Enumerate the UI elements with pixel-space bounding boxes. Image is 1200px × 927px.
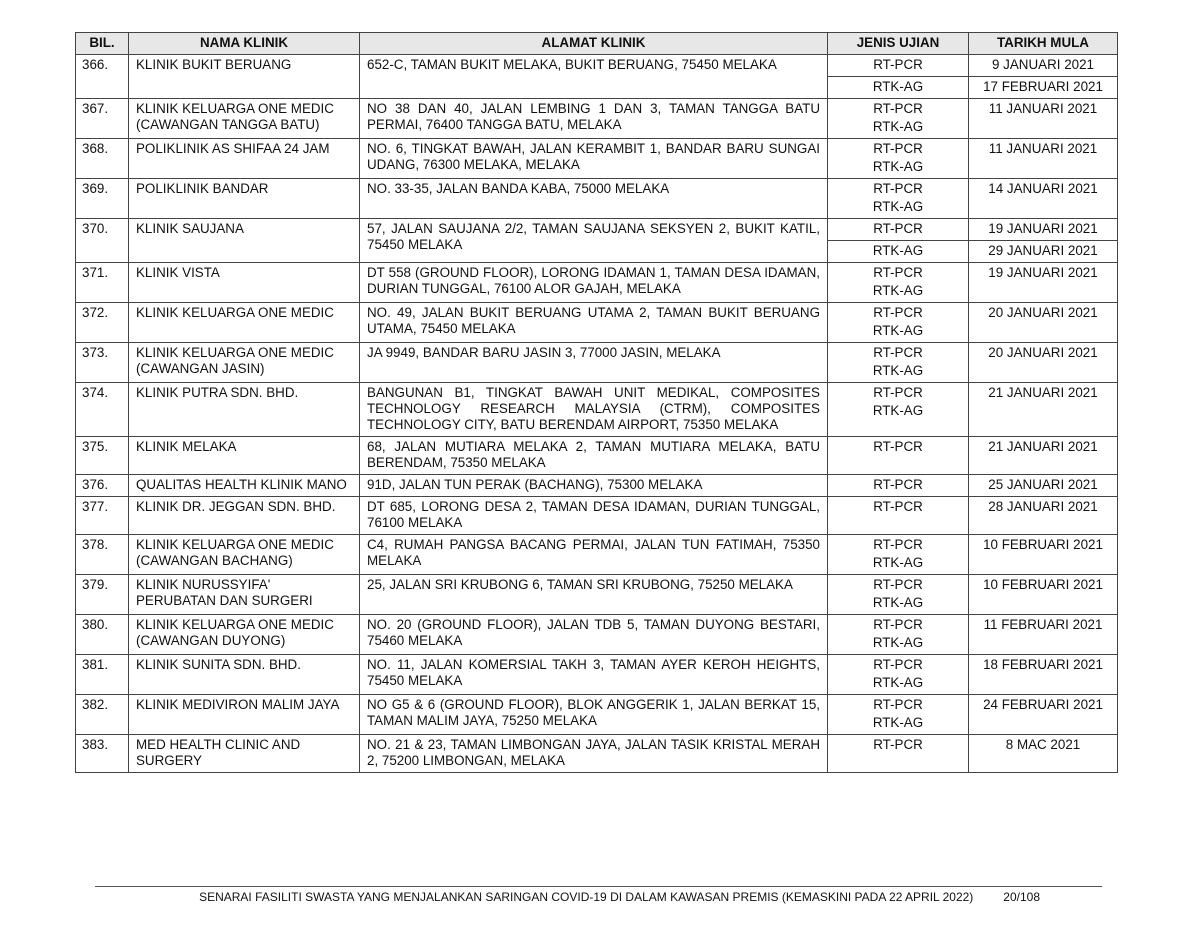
row-number: 366. <box>76 55 129 99</box>
test-type: RT-PCR <box>873 617 923 632</box>
start-date: 19 JANUARI 2021 <box>969 219 1118 241</box>
start-date: 8 MAC 2021 <box>969 735 1118 773</box>
test-type: RTK-AG <box>872 119 924 134</box>
start-date: 17 FEBRUARI 2021 <box>969 77 1118 99</box>
header-nama-klinik: NAMA KLINIK <box>129 33 360 55</box>
table-row <box>76 615 1118 655</box>
table-row <box>76 55 1118 77</box>
test-type: RTK-AG <box>872 159 924 174</box>
clinic-address: 91D, JALAN TUN PERAK (BACHANG), 75300 MELAKA <box>360 475 828 497</box>
table-row <box>76 99 1118 139</box>
test-type: RTK-AG <box>872 323 924 338</box>
test-type: RTK-AG <box>828 241 969 263</box>
test-types <box>828 655 969 695</box>
test-types <box>828 695 969 735</box>
table-row <box>76 219 1118 241</box>
table-row <box>76 535 1118 575</box>
row-number: 369. <box>76 179 129 219</box>
clinic-name: KLINIK KELUARGA ONE MEDIC (CAWANGAN BACHANG) <box>129 535 360 575</box>
table-header-row <box>76 33 1118 55</box>
clinic-address: NO. 21 & 23, TAMAN LIMBONGAN JAYA, JALAN TASIK KRISTAL MERAH 2, 75200 LIMBONGAN, MELAKA <box>360 735 828 773</box>
table-row <box>76 303 1118 343</box>
start-date: 25 JANUARI 2021 <box>969 475 1118 497</box>
table-row <box>76 437 1118 475</box>
test-type: RT-PCR <box>828 55 969 77</box>
clinic-name: POLIKLINIK BANDAR <box>129 179 360 219</box>
test-type: RT-PCR <box>873 657 923 672</box>
row-number: 372. <box>76 303 129 343</box>
test-types <box>828 497 969 535</box>
start-date: 24 FEBRUARI 2021 <box>969 695 1118 735</box>
clinic-address: NO. 11, JALAN KOMERSIAL TAKH 3, TAMAN AYER KEROH HEIGHTS, 75450 MELAKA <box>360 655 828 695</box>
clinic-name: KLINIK SAUJANA <box>129 219 360 263</box>
page-number: 20/108 <box>1003 890 1040 904</box>
table-row <box>76 179 1118 219</box>
row-number: 376. <box>76 475 129 497</box>
test-types <box>828 139 969 179</box>
start-date: 18 FEBRUARI 2021 <box>969 655 1118 695</box>
header-tarikh-mula: TARIKH MULA <box>969 33 1118 55</box>
start-date: 10 FEBRUARI 2021 <box>969 535 1118 575</box>
test-type: RTK-AG <box>872 715 924 730</box>
table-row <box>76 575 1118 615</box>
clinic-name: KLINIK DR. JEGGAN SDN. BHD. <box>129 497 360 535</box>
clinic-name: KLINIK MELAKA <box>129 437 360 475</box>
test-type: RTK-AG <box>872 363 924 378</box>
test-type: RT-PCR <box>873 537 923 552</box>
table-row <box>76 343 1118 383</box>
clinic-name: KLINIK PUTRA SDN. BHD. <box>129 383 360 437</box>
clinic-address: NO. 20 (GROUND FLOOR), JALAN TDB 5, TAMAN DUYONG BESTARI, 75460 MELAKA <box>360 615 828 655</box>
clinic-address: JA 9949, BANDAR BARU JASIN 3, 77000 JASIN, MELAKA <box>360 343 828 383</box>
clinic-name: KLINIK VISTA <box>129 263 360 303</box>
clinic-name: KLINIK KELUARGA ONE MEDIC (CAWANGAN DUYONG) <box>129 615 360 655</box>
clinic-name: QUALITAS HEALTH KLINIK MANO <box>129 475 360 497</box>
page-footer <box>95 890 1040 904</box>
row-number: 370. <box>76 219 129 263</box>
row-number: 379. <box>76 575 129 615</box>
clinic-address: 652-C, TAMAN BUKIT MELAKA, BUKIT BERUANG, 75450 MELAKA <box>360 55 828 99</box>
header-alamat-klinik: ALAMAT KLINIK <box>360 33 828 55</box>
table-row <box>76 695 1118 735</box>
start-date: 11 JANUARI 2021 <box>969 139 1118 179</box>
start-date: 19 JANUARI 2021 <box>969 263 1118 303</box>
clinic-address: DT 685, LORONG DESA 2, TAMAN DESA IDAMAN, DURIAN TUNGGAL, 76100 MELAKA <box>360 497 828 535</box>
test-type: RT-PCR <box>873 265 923 280</box>
clinic-address: BANGUNAN B1, TINGKAT BAWAH UNIT MEDIKAL, COMPOSITES TECHNOLOGY RESEARCH MALAYSIA (CTRM), COMPOSITES TECHNOLOGY CITY, BATU BERENDAM AIRPORT, 75350 MELAKA <box>360 383 828 437</box>
test-types <box>828 383 969 437</box>
table-row <box>76 497 1118 535</box>
document-page <box>75 32 1117 773</box>
footer-divider <box>95 886 1102 887</box>
row-number: 380. <box>76 615 129 655</box>
test-types <box>828 437 969 475</box>
test-type: RT-PCR <box>873 439 923 454</box>
clinic-name: KLINIK KELUARGA ONE MEDIC (CAWANGAN TANGGA BATU) <box>129 99 360 139</box>
clinic-table <box>75 32 1118 773</box>
row-number: 371. <box>76 263 129 303</box>
row-number: 374. <box>76 383 129 437</box>
test-type: RT-PCR <box>873 345 923 360</box>
start-date: 20 JANUARI 2021 <box>969 343 1118 383</box>
start-date: 10 FEBRUARI 2021 <box>969 575 1118 615</box>
test-type: RT-PCR <box>873 181 923 196</box>
test-types <box>828 179 969 219</box>
test-type: RTK-AG <box>828 77 969 99</box>
row-number: 382. <box>76 695 129 735</box>
row-number: 373. <box>76 343 129 383</box>
test-type: RT-PCR <box>873 385 923 400</box>
test-types <box>828 735 969 773</box>
test-type: RT-PCR <box>873 305 923 320</box>
clinic-address: NO. 33-35, JALAN BANDA KABA, 75000 MELAKA <box>360 179 828 219</box>
clinic-address: 25, JALAN SRI KRUBONG 6, TAMAN SRI KRUBONG, 75250 MELAKA <box>360 575 828 615</box>
start-date: 21 JANUARI 2021 <box>969 383 1118 437</box>
test-type: RTK-AG <box>872 199 924 214</box>
row-number: 368. <box>76 139 129 179</box>
header-bil: BIL. <box>76 33 129 55</box>
clinic-address: C4, RUMAH PANGSA BACANG PERMAI, JALAN TUN FATIMAH, 75350 MELAKA <box>360 535 828 575</box>
start-date: 21 JANUARI 2021 <box>969 437 1118 475</box>
row-number: 381. <box>76 655 129 695</box>
test-types <box>828 303 969 343</box>
row-number: 367. <box>76 99 129 139</box>
table-row <box>76 655 1118 695</box>
table-row <box>76 475 1118 497</box>
clinic-name: KLINIK KELUARGA ONE MEDIC (CAWANGAN JASIN) <box>129 343 360 383</box>
header-jenis-ujian: JENIS UJIAN <box>828 33 969 55</box>
test-type: RT-PCR <box>873 737 923 752</box>
test-type: RTK-AG <box>872 675 924 690</box>
test-type: RT-PCR <box>873 101 923 116</box>
start-date: 11 JANUARI 2021 <box>969 99 1118 139</box>
clinic-address: NO. 6, TINGKAT BAWAH, JALAN KERAMBIT 1, BANDAR BARU SUNGAI UDANG, 76300 MELAKA, MELAKA <box>360 139 828 179</box>
test-types <box>828 535 969 575</box>
test-type: RT-PCR <box>873 141 923 156</box>
test-type: RTK-AG <box>872 403 924 418</box>
start-date: 14 JANUARI 2021 <box>969 179 1118 219</box>
clinic-address: NO. 49, JALAN BUKIT BERUANG UTAMA 2, TAMAN BUKIT BERUANG UTAMA, 75450 MELAKA <box>360 303 828 343</box>
test-type: RT-PCR <box>828 219 969 241</box>
test-types <box>828 575 969 615</box>
test-type: RTK-AG <box>872 283 924 298</box>
row-number: 383. <box>76 735 129 773</box>
clinic-address: DT 558 (GROUND FLOOR), LORONG IDAMAN 1, TAMAN DESA IDAMAN, DURIAN TUNGGAL, 76100 ALOR GAJAH, MELAKA <box>360 263 828 303</box>
clinic-name: MED HEALTH CLINIC AND SURGERY <box>129 735 360 773</box>
start-date: 29 JANUARI 2021 <box>969 241 1118 263</box>
clinic-name: KLINIK BUKIT BERUANG <box>129 55 360 99</box>
start-date: 11 FEBRUARI 2021 <box>969 615 1118 655</box>
clinic-address: NO 38 DAN 40, JALAN LEMBING 1 DAN 3, TAMAN TANGGA BATU PERMAI, 76400 TANGGA BATU, MELAKA <box>360 99 828 139</box>
clinic-address: 57, JALAN SAUJANA 2/2, TAMAN SAUJANA SEKSYEN 2, BUKIT KATIL, 75450 MELAKA <box>360 219 828 263</box>
test-types <box>828 263 969 303</box>
row-number: 375. <box>76 437 129 475</box>
table-row <box>76 263 1118 303</box>
table-row <box>76 139 1118 179</box>
test-type: RT-PCR <box>873 577 923 592</box>
clinic-address: 68, JALAN MUTIARA MELAKA 2, TAMAN MUTIARA MELAKA, BATU BERENDAM, 75350 MELAKA <box>360 437 828 475</box>
test-type: RTK-AG <box>872 555 924 570</box>
test-types <box>828 475 969 497</box>
test-type: RTK-AG <box>872 635 924 650</box>
table-body <box>76 55 1118 773</box>
test-types <box>828 99 969 139</box>
row-number: 378. <box>76 535 129 575</box>
table-row <box>76 735 1118 773</box>
test-type: RT-PCR <box>873 477 923 492</box>
start-date: 20 JANUARI 2021 <box>969 303 1118 343</box>
start-date: 9 JANUARI 2021 <box>969 55 1118 77</box>
clinic-name: KLINIK MEDIVIRON MALIM JAYA <box>129 695 360 735</box>
test-types <box>828 615 969 655</box>
test-type: RT-PCR <box>873 499 923 514</box>
clinic-name: POLIKLINIK AS SHIFAA 24 JAM <box>129 139 360 179</box>
clinic-name: KLINIK KELUARGA ONE MEDIC <box>129 303 360 343</box>
clinic-address: NO G5 & 6 (GROUND FLOOR), BLOK ANGGERIK 1, JALAN BERKAT 15, TAMAN MALIM JAYA, 75250 MELAKA <box>360 695 828 735</box>
start-date: 28 JANUARI 2021 <box>969 497 1118 535</box>
clinic-name: KLINIK SUNITA SDN. BHD. <box>129 655 360 695</box>
table-row <box>76 383 1118 437</box>
clinic-name: KLINIK NURUSSYIFA' PERUBATAN DAN SURGERI <box>129 575 360 615</box>
test-type: RT-PCR <box>873 697 923 712</box>
row-number: 377. <box>76 497 129 535</box>
test-types <box>828 343 969 383</box>
test-type: RTK-AG <box>872 595 924 610</box>
footer-title: SENARAI FASILITI SWASTA YANG MENJALANKAN SARINGAN COVID-19 DI DALAM KAWASAN PREMIS (KEMASKINI PADA 22 APRIL 2022) <box>199 890 974 904</box>
